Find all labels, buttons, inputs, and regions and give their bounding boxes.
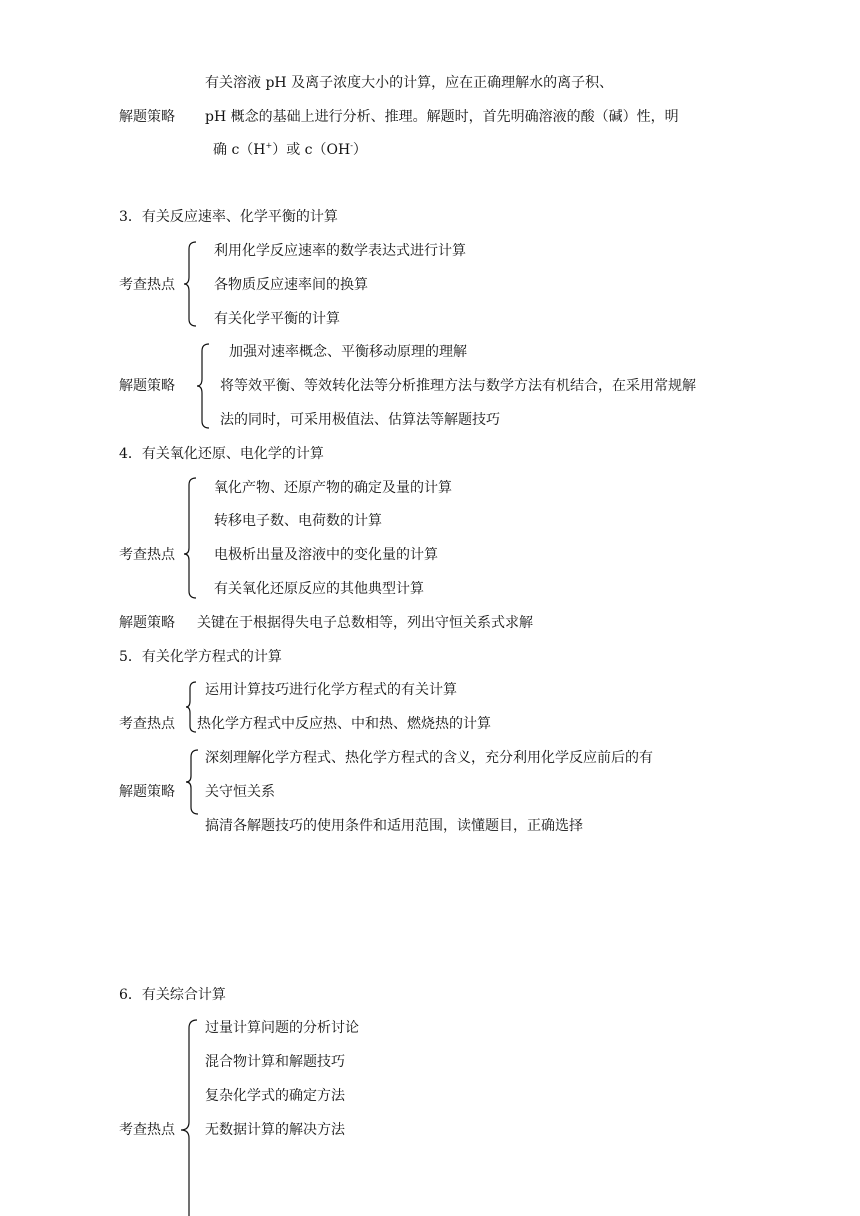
section-3-hot-item-1: 利用化学反应速率的数学表达式进行计算 bbox=[214, 243, 466, 259]
section-5-strategy-brace bbox=[185, 748, 201, 816]
section-3-strategy-brace bbox=[196, 342, 212, 430]
intro-line-1: 有关溶液 pH 及离子浓度大小的计算，应在正确理解水的离子积、 bbox=[205, 75, 614, 91]
section-3-hot-item-3: 有关化学平衡的计算 bbox=[214, 311, 340, 327]
section-3-hot-label: 考查热点 bbox=[119, 277, 175, 293]
section-6-hot-label: 考查热点 bbox=[119, 1122, 175, 1138]
section-5-strategy-label: 解题策略 bbox=[119, 784, 175, 800]
section-6-hot-item-1: 过量计算问题的分析讨论 bbox=[205, 1020, 359, 1036]
section-4-hot-item-2: 转移电子数、电荷数的计算 bbox=[214, 513, 382, 529]
section-5-hot-item-2: 热化学方程式中反应热、中和热、燃烧热的计算 bbox=[197, 716, 491, 732]
intro-line-3-part-c: ） bbox=[352, 142, 367, 158]
section-4-hot-label: 考查热点 bbox=[119, 547, 175, 563]
section-4-hot-item-1: 氧化产物、还原产物的确定及量的计算 bbox=[214, 480, 452, 496]
section-5-hot-item-1: 运用计算技巧进行化学方程式的有关计算 bbox=[205, 682, 457, 698]
section-4-hot-item-4: 有关氧化还原反应的其他典型计算 bbox=[214, 581, 424, 597]
section-4-heading: 4．有关氧化还原、电化学的计算 bbox=[119, 446, 324, 462]
section-4-strategy-text: 关键在于根据得失电子总数相等，列出守恒关系式求解 bbox=[197, 615, 533, 631]
section-6-hot-item-2: 混合物计算和解题技巧 bbox=[205, 1054, 345, 1070]
section-5-heading: 5．有关化学方程式的计算 bbox=[119, 649, 282, 665]
intro-line-3-part-a: 确 c（H bbox=[213, 142, 266, 158]
section-5-hot-label: 考查热点 bbox=[119, 716, 175, 732]
section-3-hot-brace bbox=[183, 240, 199, 328]
section-6-hot-item-4: 无数据计算的解决方法 bbox=[205, 1122, 345, 1138]
section-3-hot-item-2: 各物质反应速率间的换算 bbox=[214, 277, 368, 293]
superscript-minus: - bbox=[350, 141, 353, 150]
section-3-strategy-item-3: 法的同时，可采用极值法、估算法等解题技巧 bbox=[220, 412, 500, 428]
section-6-hot-brace bbox=[180, 1018, 200, 1216]
section-3-strategy-item-2: 将等效平衡、等效转化法等分析推理方法与数学方法有机结合，在采用常规解 bbox=[220, 378, 696, 394]
intro-line-3 bbox=[213, 141, 367, 159]
section-4-hot-brace bbox=[183, 476, 199, 600]
section-3-strategy-label: 解题策略 bbox=[119, 378, 175, 394]
section-5-strategy-item-1: 深刻理解化学方程式、热化学方程式的含义，充分利用化学反应前后的有 bbox=[205, 750, 653, 766]
section-3-strategy-item-1: 加强对速率概念、平衡移动原理的理解 bbox=[229, 344, 467, 360]
section-6-hot-item-3: 复杂化学式的确定方法 bbox=[205, 1088, 345, 1104]
intro-line-2: pH 概念的基础上进行分析、推理。解题时，首先明确溶液的酸（碱）性，明 bbox=[205, 109, 679, 125]
section-4-hot-item-3: 电极析出量及溶液中的变化量的计算 bbox=[214, 547, 438, 563]
section-5-strategy-item-2: 关守恒关系 bbox=[205, 784, 275, 800]
section-5-strategy-item-3: 搞清各解题技巧的使用条件和适用范围，读懂题目，正确选择 bbox=[205, 818, 583, 834]
section-3-heading: 3．有关反应速率、化学平衡的计算 bbox=[119, 209, 338, 225]
intro-strategy-label: 解题策略 bbox=[119, 109, 175, 125]
superscript-plus: + bbox=[265, 141, 273, 150]
intro-line-3-part-b: ）或 c（OH bbox=[272, 142, 351, 158]
section-6-heading: 6．有关综合计算 bbox=[119, 987, 226, 1003]
section-4-strategy-label: 解题策略 bbox=[119, 615, 175, 631]
